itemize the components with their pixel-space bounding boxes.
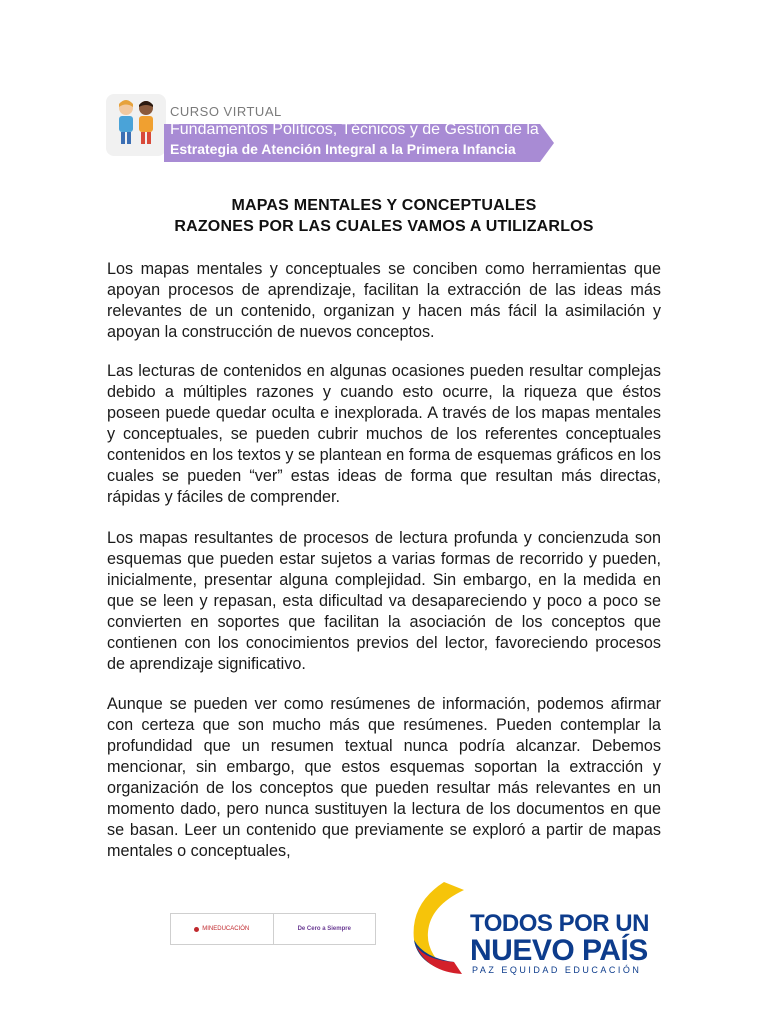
banner-title-line2: Estrategia de Atención Integral a la Primera Infancia	[170, 141, 516, 157]
mineducacion-label: MINEDUCACIÓN	[202, 926, 250, 932]
partner-logos-box	[170, 913, 376, 945]
document-title-line1: MAPAS MENTALES Y CONCEPTUALES	[231, 197, 537, 214]
document-title-line2: RAZONES POR LAS CUALES VAMOS A UTILIZARLOS	[174, 218, 594, 235]
banner-kicker: CURSO VIRTUAL	[170, 104, 282, 119]
mineducacion-logo	[171, 914, 273, 944]
children-logo-icon	[106, 94, 166, 156]
mineducacion-seal-icon	[194, 927, 199, 932]
gov-slogan-line2: NUEVO PAÍS	[470, 934, 648, 967]
de-cero-a-siempre-label: De Cero a Siempre	[297, 926, 351, 932]
paragraph: Aunque se pueden ver como resúmenes de información, podemos afirmar con certeza que son mucho más que resúmenes. Pueden contemplar la profundidad que un resumen textual nunca podría alcanzar. Debemos mencionar, sin embargo, que estos esquemas soportan la extracción y organización de los conceptos que pueden resultar más relevantes en un momento dado, pero nunca sustituyen la lectura de los documentos en que se basan. Leer un contenido que previamente se exploró a partir de mapas mentales o conceptuales,	[107, 695, 661, 860]
paragraph: Los mapas resultantes de procesos de lectura profunda y concienzuda son esquemas que pueden estar sujetos a varias formas de recorrido y pueden, inicialmente, presentar alguna complejidad. Sin embargo, en la medida en que se leen y repasan, esta dificultad va desapareciendo y poco a poco se convierten en soportes que facilitan la asociación de los conceptos que contienen con los conocimientos previos del lector, favoreciendo procesos de aprendizaje significativo.	[107, 529, 661, 673]
gov-slogan-line1: TODOS POR UN	[470, 910, 649, 937]
paragraph: Las lecturas de contenidos en algunas ocasiones pueden resultar complejas debido a múltiples razones y cuando esto ocurre, la riqueza que éstos poseen puede quedar oculta e inexplorada. A través de los mapas mentales y conceptuales, se pueden cubrir muchos de los referentes conceptuales contenidos en los textos y se plantean en forma de esquemas gráficos en los cuales se pueden “ver” estas ideas de forma que resultan más directas, rápidas y fáciles de comprender.	[107, 362, 661, 506]
paragraph: Los mapas mentales y conceptuales se conciben como herramientas que apoyan procesos de aprendizaje, facilitan la extracción de las ideas más relevantes de un contenido, organizan y hacen más fácil la asimilación y apoyan la construcción de nuevos conceptos.	[107, 260, 661, 341]
gov-tagline: PAZ EQUIDAD EDUCACIÓN	[472, 965, 642, 975]
de-cero-a-siempre-logo	[273, 914, 376, 944]
colombia-flag-swoosh-icon	[404, 880, 470, 978]
banner-title-line1: Fundamentos Políticos, Técnicos y de Gestión de la	[170, 121, 539, 138]
course-banner	[106, 94, 552, 168]
